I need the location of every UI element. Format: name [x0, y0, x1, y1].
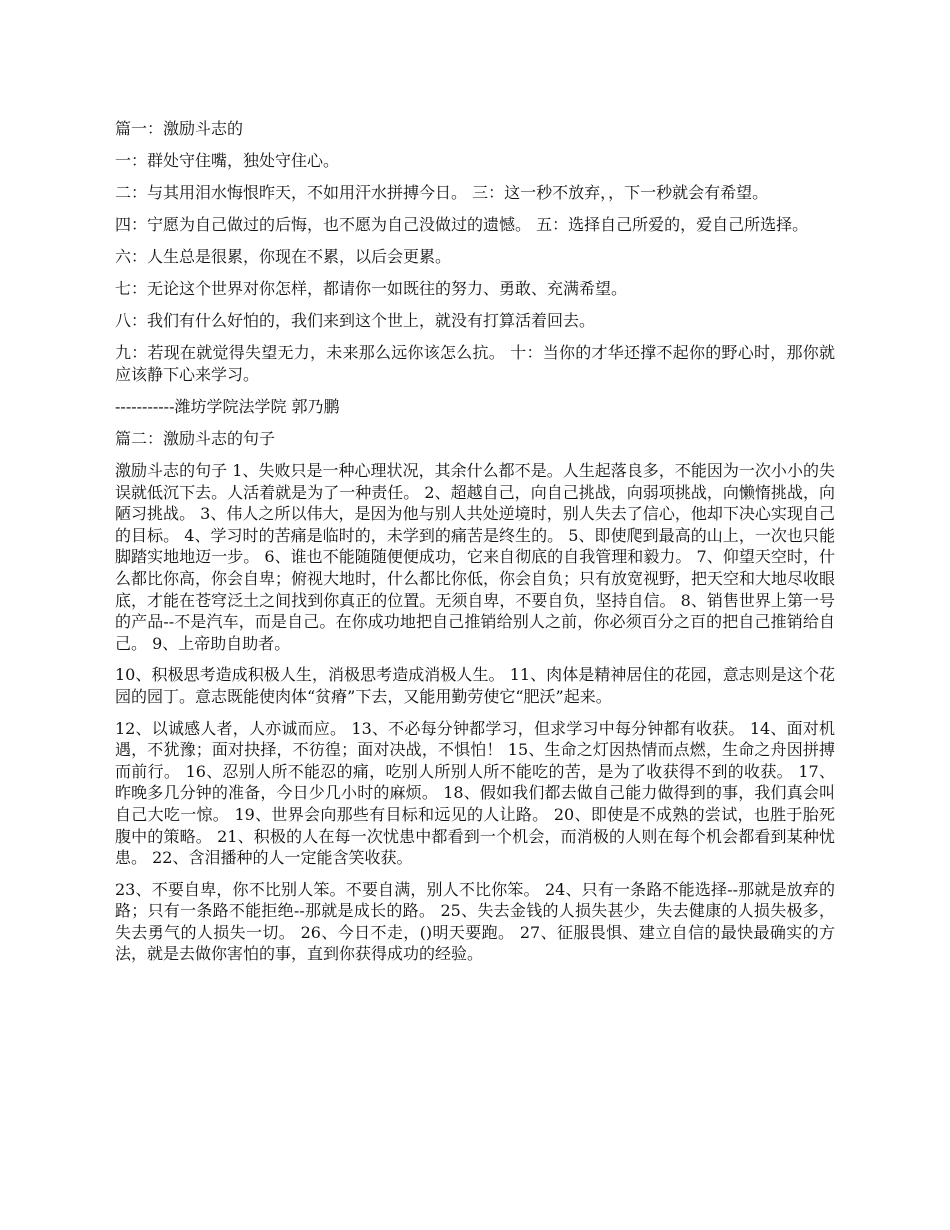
quote-paragraph: 12、以诚感人者，人亦诚而应。 13、不必每分钟都学习，但求学习中每分钟都有收获。 14、面对机遇，不犹豫；面对抉择，不彷徨；面对决战，不惧怕！ 15、生命之灯因热情而点燃，生命之舟因拼搏而前行。 16、忍别人所不能忍的痛，吃别人所别人所不能吃的苦，是为了收获得不到的收获。 17、昨晚多几分钟的准备，今日少几小时的麻烦。 18、假如我们都去做自己能力做得到的事，我们真会叫自己大吃一惊。 19、世界会向那些有目标和远见的人让路。 20、即使是不成熟的尝试，也胜于胎死腹中的策略。 21、积极的人在每一次忧患中都看到一个机会，而消极的人则在每个机会都看到某种忧患。 22、含泪播种的人一定能含笑收获。 [115, 718, 835, 868]
section-title-2: 篇二：激励斗志的句子 [115, 429, 276, 448]
quote-paragraph: 23、不要自卑，你不比别人笨。不要自满，别人不比你笨。 24、只有一条路不能选择--那就是放弃的路；只有一条路不能拒绝--那就是成长的路。 25、失去金钱的人损失甚少，失去健康的人损失极多，失去勇气的人损失一切。 26、今日不走，()明天要跑。 27、征服畏惧、建立自信的最快最确实的方法，就是去做你害怕的事，直到你获得成功的经验。 [115, 879, 835, 964]
quote-paragraph: 一：群处守住嘴，独处守住心。 [115, 151, 340, 170]
quote-paragraph: 二：与其用泪水悔恨昨天，不如用汗水拼搏今日。 三：这一秒不放弃，，下一秒就会有希望。 [115, 183, 769, 202]
document-page [115, 118, 835, 975]
quote-paragraph: 九：若现在就觉得失望无力，未来那么远你该怎么抗。 十：当你的才华还撑不起你的野心时，那你就应该静下心来学习。 [115, 343, 835, 384]
quote-paragraph: 七：无论这个世界对你怎样，都请你一如既往的努力、勇敢、充满希望。 [115, 279, 628, 298]
quote-paragraph: 四：宁愿为自己做过的后悔，也不愿为自己没做过的遗憾。 五：选择自己所爱的，爱自己所选择。 [115, 215, 809, 234]
quote-paragraph: 激励斗志的句子 1、失败只是一种心理状况，其余什么都不是。人生起落良多，不能因为一次小小的失误就低沉下去。人活着就是为了一种责任。 2、超越自己，向自己挑战，向弱项挑战，向懒惰挑战，向陋习挑战。 3、伟人之所以伟大，是因为他与别人共处逆境时，别人失去了信心，他却下决心实现自己的目标。 4、学习时的苦痛是临时的，未学到的痛苦是终生的。 5、即使爬到最高的山上，一次也只能脚踏实地地迈一步。 6、谁也不能随随便便成功，它来自彻底的自我管理和毅力。 7、仰望天空时，什么都比你高，你会自卑；俯视大地时，什么都比你低，你会自负；只有放宽视野，把天空和大地尽收眼底，才能在苍穹泛土之间找到你真正的位置。无须自卑，不要自负，坚持自信。 8、销售世界上第一号的产品--不是汽车，而是自己。在你成功地把自己推销给别人之前，你必须百分之百的把自己推销给自己。 9、上帝助自助者。 [115, 461, 836, 653]
quote-paragraph: 10、积极思考造成积极人生，消极思考造成消极人生。 11、肉体是精神居住的花园，意志则是这个花园的园丁。意志既能使肉体“贫瘠”下去，又能用勤劳使它“肥沃”起来。 [115, 665, 835, 706]
quote-paragraph: 六：人生总是很累，你现在不累，以后会更累。 [115, 247, 452, 266]
author-line: -----------潍坊学院法学院 郭乃鹏 [115, 397, 340, 416]
quote-paragraph: 八：我们有什么好怕的，我们来到这个世上，就没有打算活着回去。 [115, 311, 596, 330]
section-title-1: 篇一：激励斗志的 [115, 119, 244, 138]
